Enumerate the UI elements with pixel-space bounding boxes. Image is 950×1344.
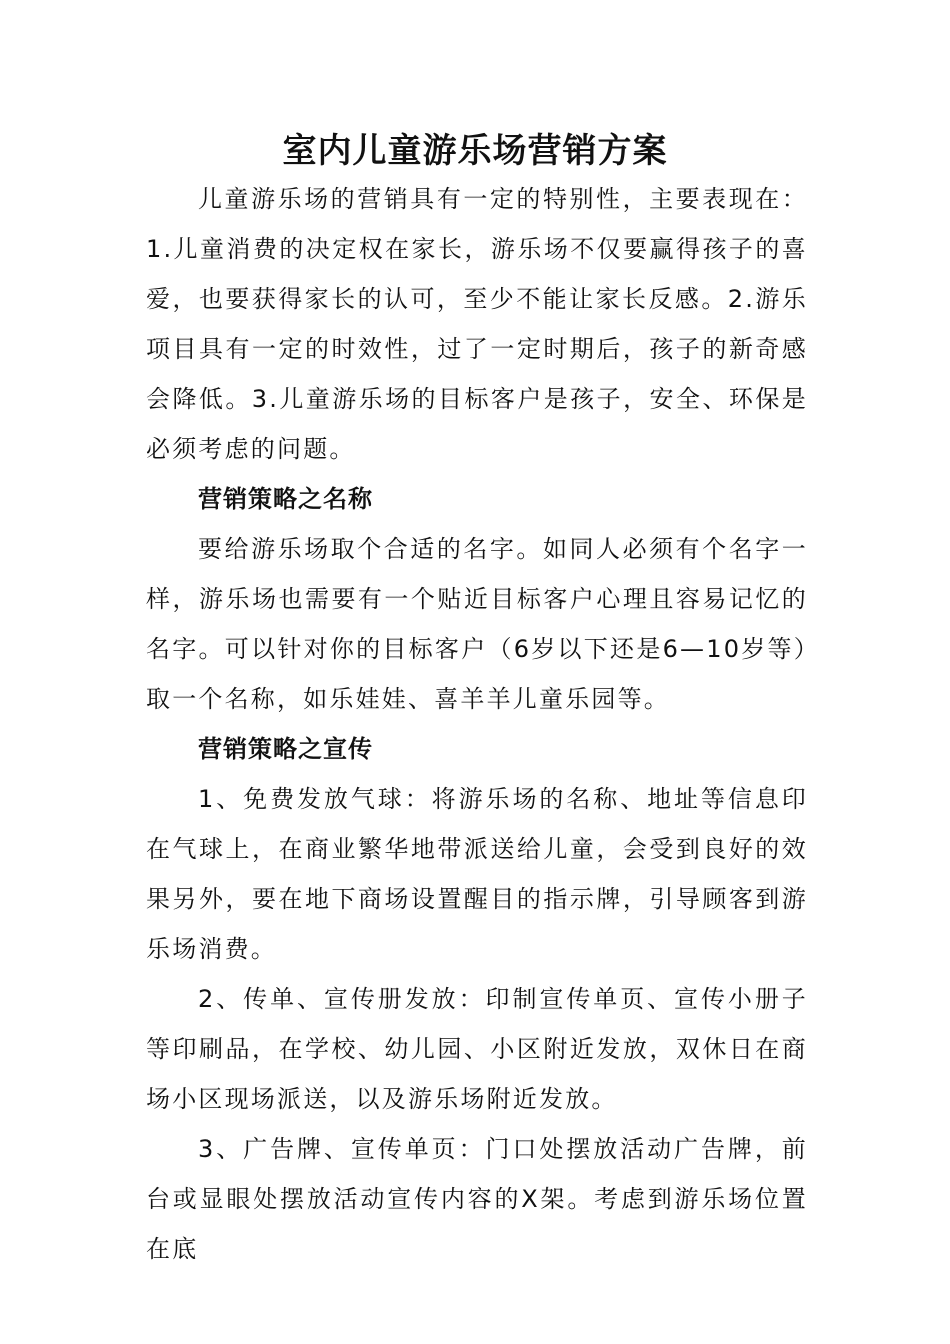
name-strategy-paragraph: 要给游乐场取个合适的名字。如同人必须有个名字一样，游乐场也需要有一个贴近目标客户心理且容易记忆的名字。可以针对你的目标客户（6岁以下还是6—10岁等）取一个名称，如乐娃娃、喜羊羊儿童乐园等。 (146, 535, 808, 713)
promotion-item-2: 2、传单、宣传册发放：印制宣传单页、宣传小册子等印刷品，在学校、幼儿园、小区附近发放，双休日在商场小区现场派送，以及游乐场附近发放。 (146, 985, 808, 1113)
intro-paragraph: 儿童游乐场的营销具有一定的特别性，主要表现在：1.儿童消费的决定权在家长，游乐场不仅要赢得孩子的喜爱，也要获得家长的认可，至少不能让家长反感。2.游乐项目具有一定的时效性，过了一定时期后，孩子的新奇感会降低。3.儿童游乐场的目标客户是孩子，安全、环保是必须考虑的问题。 (146, 185, 808, 463)
document-title: 室内儿童游乐场营销方案 (282, 131, 668, 171)
promotion-item-1: 1、免费发放气球：将游乐场的名称、地址等信息印在气球上，在商业繁华地带派送给儿童，会受到良好的效果另外，要在地下商场设置醒目的指示牌，引导顾客到游乐场消费。 (146, 785, 808, 963)
section-heading-promotion: 营销策略之宣传 (198, 734, 373, 763)
section-heading-name: 营销策略之名称 (198, 484, 373, 513)
promotion-item-3: 3、广告牌、宣传单页：门口处摆放活动广告牌，前台或显眼处摆放活动宣传内容的X架。考虑到游乐场位置在底 (146, 1135, 808, 1263)
